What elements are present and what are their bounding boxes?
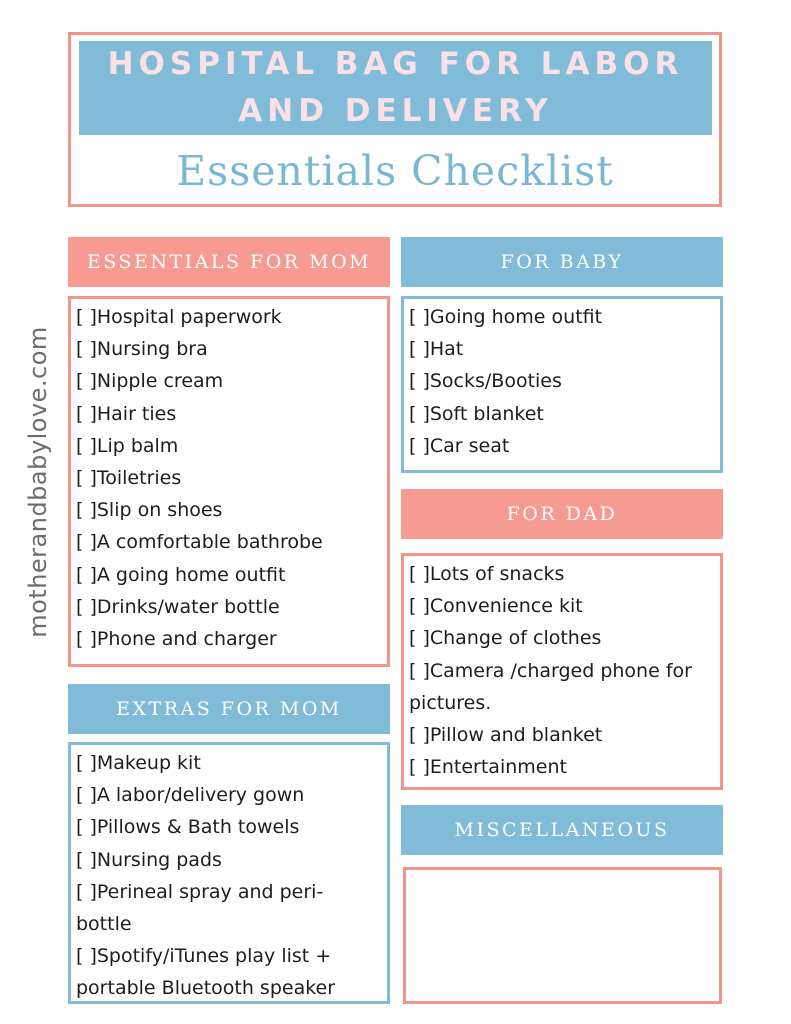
- checklist-item[interactable]: [ ]Slip on shoes: [76, 499, 223, 522]
- checklist-baby: [401, 296, 723, 473]
- checklist-item[interactable]: [ ]Change of clothes: [409, 627, 602, 650]
- checklist-item[interactable]: [ ]Lip balm: [76, 434, 179, 457]
- checklist-item[interactable]: [ ]A going home outfit: [76, 563, 286, 586]
- section-header-essentials-mom: ESSENTIALS FOR MOM: [68, 237, 390, 287]
- checklist-extras-mom: [68, 742, 390, 1004]
- checklist-item[interactable]: [ ]A comfortable bathrobe: [76, 531, 323, 554]
- checklist-item[interactable]: [ ]Perineal spray and peri-bottle: [76, 880, 324, 936]
- checklist-item[interactable]: [ ]Phone and charger: [76, 628, 277, 651]
- checklist-dad: [401, 553, 723, 790]
- section-header-dad: FOR DAD: [401, 489, 723, 539]
- checklist-item[interactable]: [ ]Socks/Booties: [409, 370, 562, 393]
- title-line-2: AND DELIVERY: [238, 93, 553, 129]
- checklist-item[interactable]: [ ]Convenience kit: [409, 595, 583, 618]
- checklist-item[interactable]: [ ]Nipple cream: [76, 370, 224, 393]
- checklist-item[interactable]: [ ]Pillow and blanket: [409, 724, 603, 747]
- checklist-item[interactable]: [ ]Hat: [409, 338, 464, 361]
- checklist-misc-empty[interactable]: [403, 867, 722, 1004]
- checklist-item[interactable]: [ ]A labor/delivery gown: [76, 784, 305, 807]
- checklist-item[interactable]: [ ]Pillows & Bath towels: [76, 816, 300, 839]
- checklist-item[interactable]: [ ]Lots of snacks: [409, 563, 565, 585]
- checklist-item[interactable]: [ ]Soft blanket: [409, 402, 544, 425]
- checklist-item[interactable]: [ ]Going home outfit: [409, 306, 603, 328]
- page-subtitle: Essentials Checklist: [176, 147, 614, 195]
- checklist-item[interactable]: [ ]Toiletries: [76, 467, 182, 490]
- checklist-item[interactable]: [ ]Drinks/water bottle: [76, 595, 280, 618]
- checklist-item[interactable]: [ ]Makeup kit: [76, 752, 201, 774]
- website-watermark-wrap: [10, 302, 66, 662]
- header-banner: [79, 41, 712, 135]
- checklist-item[interactable]: [ ]Hair ties: [76, 402, 177, 425]
- checklist-item[interactable]: [ ]Camera /charged phone for pictures.: [409, 659, 692, 714]
- section-header-baby: FOR BABY: [401, 237, 723, 287]
- checklist-item[interactable]: [ ]Entertainment: [409, 756, 567, 779]
- website-text: motherandbabylove.com: [24, 326, 52, 638]
- checklist-item[interactable]: [ ]Nursing pads: [76, 848, 222, 871]
- checklist-item[interactable]: [ ]Spotify/iTunes play list + portable Bluetooth speaker: [76, 945, 336, 1000]
- title-line-1: HOSPITAL BAG FOR LABOR: [107, 46, 684, 82]
- checklist-item[interactable]: [ ]Car seat: [409, 434, 510, 457]
- checklist-essentials-mom: [68, 296, 390, 667]
- checklist-item[interactable]: [ ]Nursing bra: [76, 338, 208, 361]
- checklist-item[interactable]: [ ]Hospital paperwork: [76, 306, 282, 328]
- section-header-misc: MISCELLANEOUS: [401, 805, 723, 855]
- section-header-extras-mom: EXTRAS FOR MOM: [68, 684, 390, 734]
